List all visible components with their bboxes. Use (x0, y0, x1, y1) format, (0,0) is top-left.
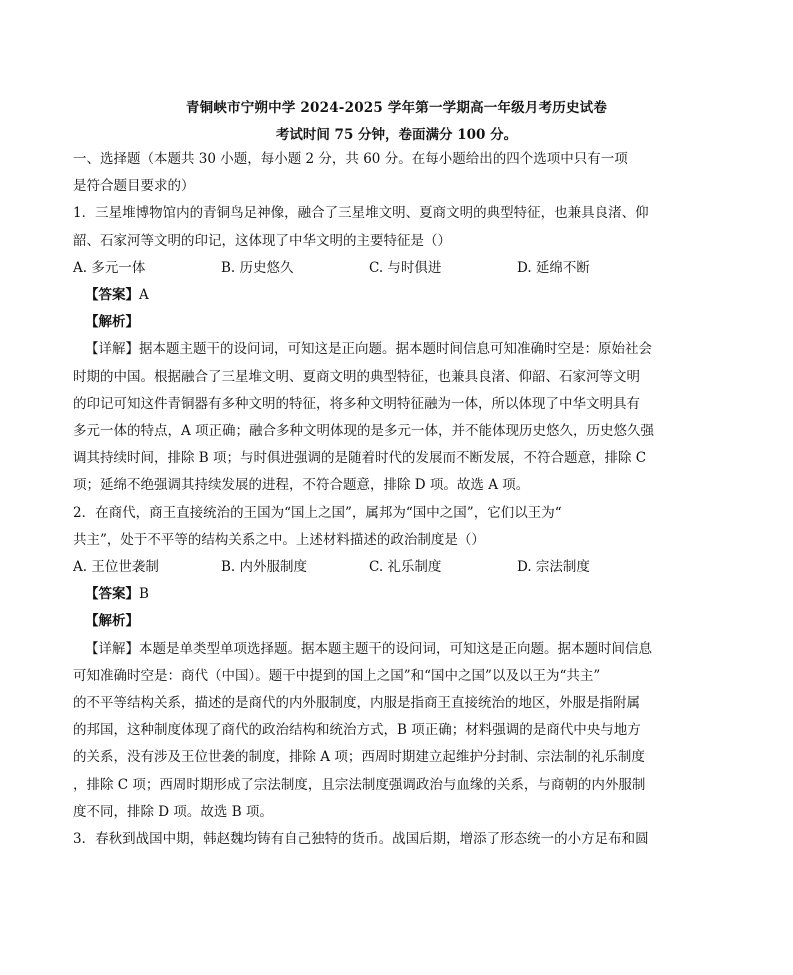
q2-option-b: B. 内外服制度 (221, 559, 308, 576)
q1-detail-line-2: 时期的中国。根据融合了三星堆文明、夏商文明的典型特征，也兼具良渚、仰韶、石家河等文明 (73, 368, 640, 385)
q1-detail-line-3: 的印记可知这件青铜器有多种文明的特征，将多种文明特征融为一体，所以体现了中华文明具有 (73, 395, 640, 412)
q1-detail-line-6: 项；延绵不绝强调其持续发展的进程，不符合题意，排除 D 项。故选 A 项。 (73, 477, 530, 494)
q2-option-a: A. 王位世袭制 (73, 559, 159, 576)
q2-stem-line-2: 共主”，处于不平等的结构关系之中。上述材料描述的政治制度是（） (73, 531, 485, 548)
q1-options (73, 255, 673, 282)
q2-option-d: D. 宗法制度 (517, 559, 590, 576)
q1-stem-line-2: 韶、石家河等文明的印记，这体现了中华文明的主要特征是（） (73, 232, 451, 249)
q1-stem-line-1: 1．三星堆博物馆内的青铜鸟足神像，融合了三星堆文明、夏商文明的典型特征，也兼具良渚、仰 (73, 205, 649, 222)
q2-option-c: C. 礼乐制度 (369, 559, 442, 576)
q2-options (73, 554, 673, 581)
q2-detail-line-7: 度不同，排除 D 项。故选 B 项。 (73, 803, 273, 820)
q1-option-d: D. 延绵不断 (517, 259, 590, 276)
q1-answer (73, 282, 673, 309)
q2-analysis-label: 【解析】 (85, 613, 139, 630)
section-heading-line-1: 一、选择题（本题共 30 小题，每小题 2 分，共 60 分。在每小题给出的四个选项中只有一项 (73, 151, 628, 167)
q1-detail-line-1: 【详解】据本题主题干的设问词，可知这是正向题。据本题时间信息可知准确时空是：原始社会 (85, 341, 652, 358)
q2-detail-line-5: 的关系，没有涉及王位世袭的制度，排除 A 项；西周时期建立起维护分封制、宗法制的礼乐制度 (73, 749, 645, 766)
q2-detail-line-6: ，排除 C 项；西周时期形成了宗法制度，且宗法制度强调政治与血缘的关系，与商朝的内外服制 (73, 776, 646, 793)
q1-answer-value: A (139, 287, 149, 304)
q1-answer-label: 【答案】 (85, 287, 139, 304)
q1-option-a: A. 多元一体 (73, 259, 146, 276)
exam-subtitle: 考试时间 75 分钟，卷面满分 100 分。 (275, 127, 518, 143)
q2-stem-line-1: 2．在商代，商王直接统治的王国为“国上之国”，属邦为“国中之国”，它们以王为“ (73, 504, 562, 521)
q2-answer (73, 581, 673, 608)
q3-stem-line-1: 3．春秋到战国中期，韩赵魏均铸有自己独特的货币。战国后期，增添了形态统一的小方足布和圆 (73, 831, 649, 848)
q1-detail-line-4: 多元一体的特点，A 项正确；融合多种文明体现的是多元一体，并不能体现历史悠久，历史悠久强 (73, 423, 655, 440)
q2-detail-line-3: 的不平等结构关系，描述的是商代的内外服制度，内服是指商王直接统治的地区，外服是指附属 (73, 695, 640, 712)
exam-title: 青铜峡市宁朔中学 2024-2025 学年第一学期高一年级月考历史试卷 (185, 100, 608, 116)
q1-option-c: C. 与时俱进 (369, 259, 442, 276)
q1-analysis-label: 【解析】 (85, 314, 139, 331)
section-heading-line-2: 是符合题目要求的） (73, 178, 195, 195)
q2-detail-line-4: 的邦国，这种制度体现了商代的政治结构和统治方式，B 项正确；材料强调的是商代中央与地方 (73, 722, 641, 739)
exam-content (73, 146, 673, 853)
q1-option-b: B. 历史悠久 (221, 259, 294, 276)
q2-detail-line-1: 【详解】本题是单类型单项选择题。据本题主题干的设问词，可知这是正向题。据本题时间信息 (85, 640, 652, 657)
q2-answer-label: 【答案】 (85, 586, 139, 603)
q2-answer-value: B (139, 586, 149, 603)
q1-detail-line-5: 调其持续时间，排除 B 项；与时俱进强调的是随着时代的发展而不断发展，不符合题意，排除 C (73, 450, 647, 467)
q2-detail-line-2: 可知准确时空是：商代（中国）。题干中提到的国上之国”和“国中之国”以及以王为“共主” (73, 667, 601, 684)
